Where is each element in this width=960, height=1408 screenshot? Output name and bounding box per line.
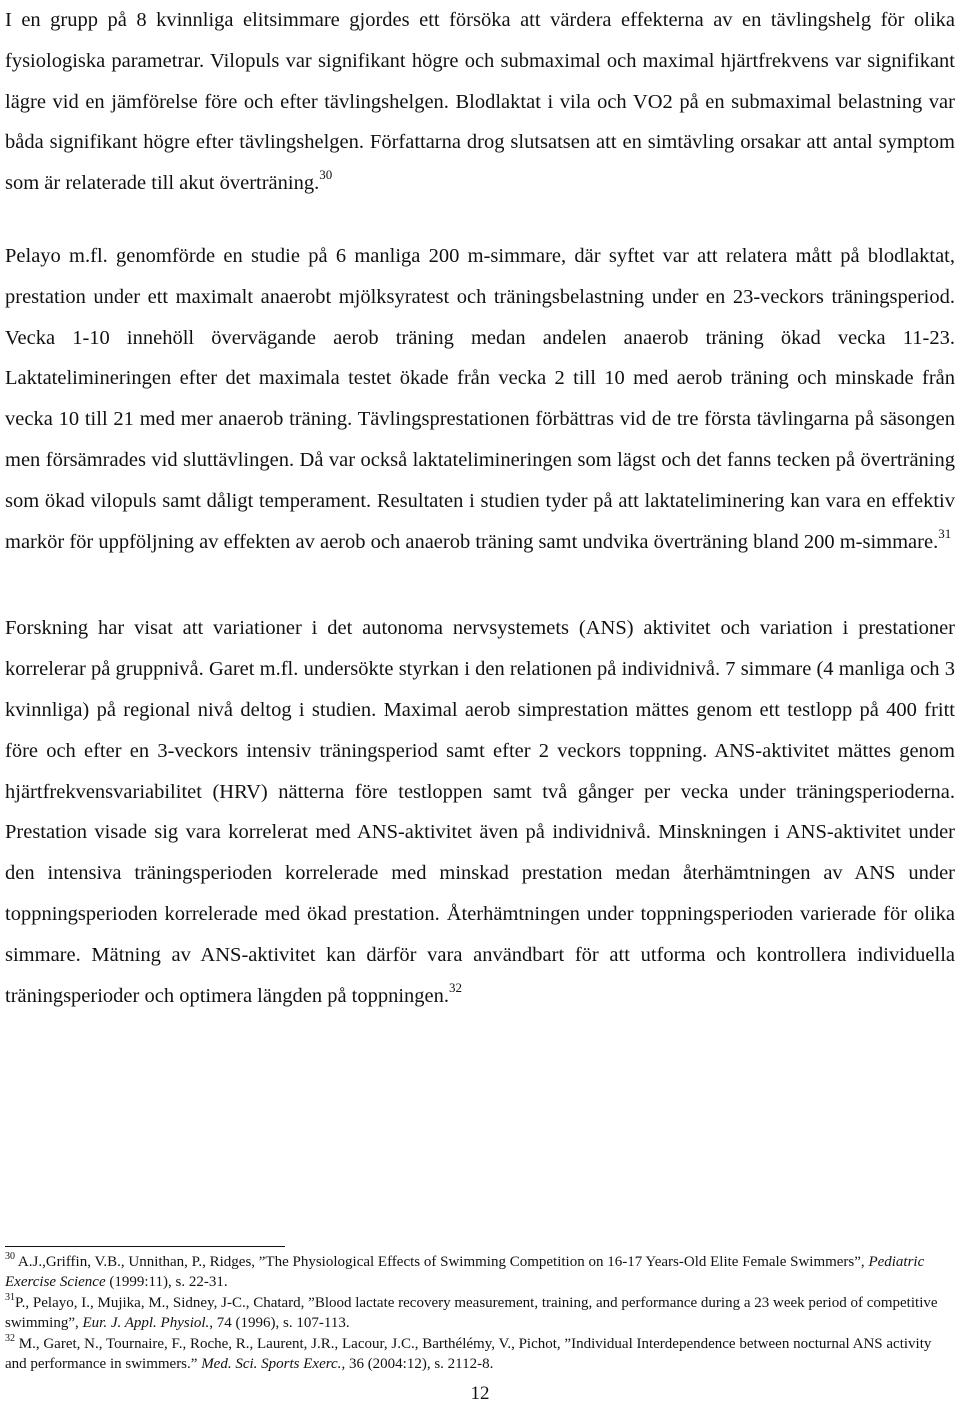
footnote-number: 32 bbox=[5, 1332, 15, 1344]
paragraph-3 bbox=[5, 608, 955, 1016]
footnote-number: 30 bbox=[5, 1251, 15, 1262]
footnote-journal: Pediatric Exercise Science bbox=[5, 1254, 925, 1291]
footnote-31 bbox=[5, 1293, 955, 1334]
paragraph-2 bbox=[5, 236, 955, 562]
footnote-number: 31 bbox=[5, 1291, 15, 1303]
document-page bbox=[5, 0, 955, 1016]
footnote-text: A.J.,Griffin, V.B., Unnithan, P., Ridges, ”The Physiological Effects of Swimming Competition on 16-17 Years-Old Elite Female Swimmers”, bbox=[15, 1254, 869, 1270]
footnote-30 bbox=[5, 1252, 955, 1293]
footnote-ref-30[interactable]: 30 bbox=[319, 167, 333, 183]
paragraph-2-text: Pelayo m.fl. genomförde en studie på 6 manliga 200 m-simmare, där syftet var att relatera mått på blodlaktat, prestation under ett maximalt anaerobt mjölksyratest och träningsbelastning under en 23-veckors träningsperiod. Vecka 1-10 innehöll övervägande aerob träning medan andelen anaerob träning ökad vecka 11-23. Laktateliminеringen efter det maximala testet ökade från vecka 2 till 10 med aerob träning och minskade från vecka 10 till 21 med mer anaerob träning. Tävlingsprestationen förbättras vid de tre första tävlingarna på säsongen men försämrades vid sluttävlingen. Då var också laktateliminеringen som lägst och det fanns tecken på överträning som ökad vilopuls samt dåligt temperament. Resultaten i studien tyder på att laktateliminering kan vara en effektiv markör för uppföljning av effekten av aerob och anaerob träning samt undvika överträning bland 200 m-simmare. bbox=[5, 244, 955, 553]
footnote-text-end: (1999:11), s. 22-31. bbox=[105, 1274, 228, 1291]
paragraph-1 bbox=[5, 0, 955, 204]
paragraph-gap bbox=[5, 204, 955, 236]
footnotes bbox=[5, 1252, 955, 1374]
footnote-journal: Eur. J. Appl. Physiol. bbox=[82, 1315, 210, 1332]
footnote-text: M., Garet, N., Tournaire, F., Roche, R., Laurent, J.R., Lacour, J.C., Barthélémy, V., Pichot, ”Individual Interdependence between nocturnal ANS activity and performance in swimmers.” bbox=[5, 1335, 932, 1373]
paragraph-gap bbox=[5, 562, 955, 608]
footnote-journal: Med. Sci. Sports Exerc. bbox=[201, 1356, 342, 1373]
footnote-text-end: , 36 (2004:12), s. 2112-8. bbox=[341, 1356, 494, 1373]
paragraph-3-text: Forskning har visat att variationer i det autonoma nervsystemets (ANS) aktivitet och variation i prestationer korrelerar på gruppnivå. Garet m.fl. undersökte styrkan i den relationen på individnivå. 7 simmare (4 manliga och 3 kvinnliga) på regional nivå deltog i studien. Maximal aerob simprestation mättes genom ett testlopp på 400 fritt före och efter en 3-veckors intensiv träningsperiod samt efter 2 veckors toppning. ANS-aktivitet mättes genom hjärtfrekvensvariabilitet (HRV) nätterna före testloppen samt två gånger per vecka under träningsperioderna. Prestation visade sig vara korrelerat med ANS-aktivitet även på individnivå. Minskningen i ANS-aktivitet under den intensiva träningsperioden korrelerade med minskad prestation medan återhämtningen av ANS under toppningsperioden korrelerade med ökad prestation. Återhämtningen under toppningsperioden varierade för olika simmare. Mätning av ANS-aktivitet kan därför vara användbart för att utforma och kontrollera individuella träningsperioder och optimera längden på toppningen. bbox=[5, 617, 955, 1007]
footnote-32 bbox=[5, 1334, 955, 1375]
footnote-separator bbox=[5, 1246, 285, 1247]
footnote-text: P., Pelayo, I., Mujika, M., Sidney, J-C., Chatard, ”Blood lactate recovery measurement, training, and performance during a 23 week period of competitive swimming”, bbox=[5, 1294, 938, 1332]
page-number: 12 bbox=[470, 1383, 490, 1404]
paragraph-1-text: I en grupp på 8 kvinnliga elitsimmare gjordes ett försöka att värdera effekterna av en tävlingshelg för olika fysiologiska parametrar. Vilopuls var signifikant högre och submaximal och maximal hjärtfrekvens var signifikant lägre vid en jämförelse före och efter tävlingshelgen. Blodlaktat i vila och VO2 på en submaximal belastning var båda signifikant högre efter tävlingshelgen. Författarna drog slutsatsen att en simtävling orsakar att antal symptom som är relaterade till akut överträning. bbox=[5, 9, 955, 195]
footnote-text-end: , 74 (1996), s. 107-113. bbox=[209, 1315, 350, 1332]
footnote-ref-31[interactable]: 31 bbox=[938, 525, 952, 541]
footnote-ref-32[interactable]: 32 bbox=[449, 979, 463, 995]
